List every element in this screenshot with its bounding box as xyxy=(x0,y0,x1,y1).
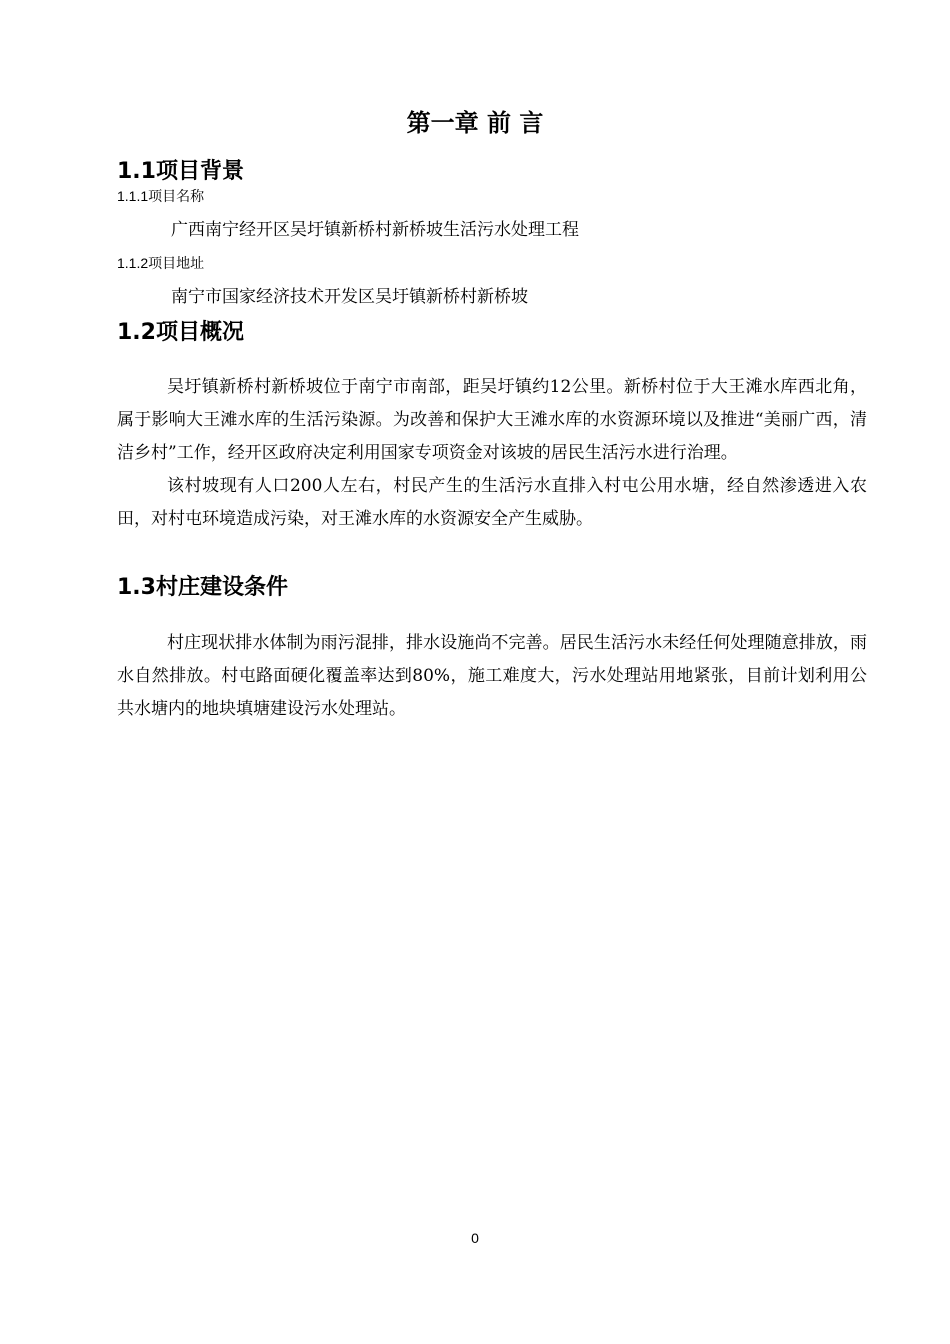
project-name-text: 广西南宁经开区吴圩镇新桥村新桥坡生活污水处理工程 xyxy=(171,220,579,240)
subsection-heading-1-1-2: 1.1.2项目地址 xyxy=(117,255,205,271)
section-heading-1-3: 1.3村庄建设条件 xyxy=(117,575,288,600)
chapter-title: 第一章 前 言 xyxy=(406,109,544,137)
page-number: 0 xyxy=(471,1230,479,1246)
section-heading-1-1: 1.1项目背景 xyxy=(117,159,244,184)
subsection-heading-1-1-1: 1.1.1项目名称 xyxy=(117,188,205,204)
section-heading-1-2: 1.2项目概况 xyxy=(117,320,244,345)
paragraph: 吴圩镇新桥村新桥坡位于南宁市南部，距吴圩镇约12公里。新桥村位于大王滩水库西北角，属于影响大王滩水库的生活污染源。为改善和保护大王滩水库的水资源环境以及推进“美丽广西，清洁乡村”工作，经开区政府决定利用国家专项资金对该坡的居民生活污水进行治理。 xyxy=(117,377,867,463)
paragraph: 村庄现状排水体制为雨污混排，排水设施尚不完善。居民生活污水未经任何处理随意排放，雨水自然排放。村屯路面硬化覆盖率达到80%，施工难度大，污水处理站用地紧张，目前计划利用公共水塘内的地块填塘建设污水处理站。 xyxy=(117,633,867,719)
section-1-3-body xyxy=(117,627,867,726)
section-1-2-body xyxy=(117,371,867,536)
paragraph: 该村坡现有人口200人左右，村民产生的生活污水直排入村屯公用水塘，经自然渗透进入农田，对村屯环境造成污染，对王滩水库的水资源安全产生威胁。 xyxy=(117,476,867,529)
project-address-text: 南宁市国家经济技术开发区吴圩镇新桥村新桥坡 xyxy=(171,287,528,307)
